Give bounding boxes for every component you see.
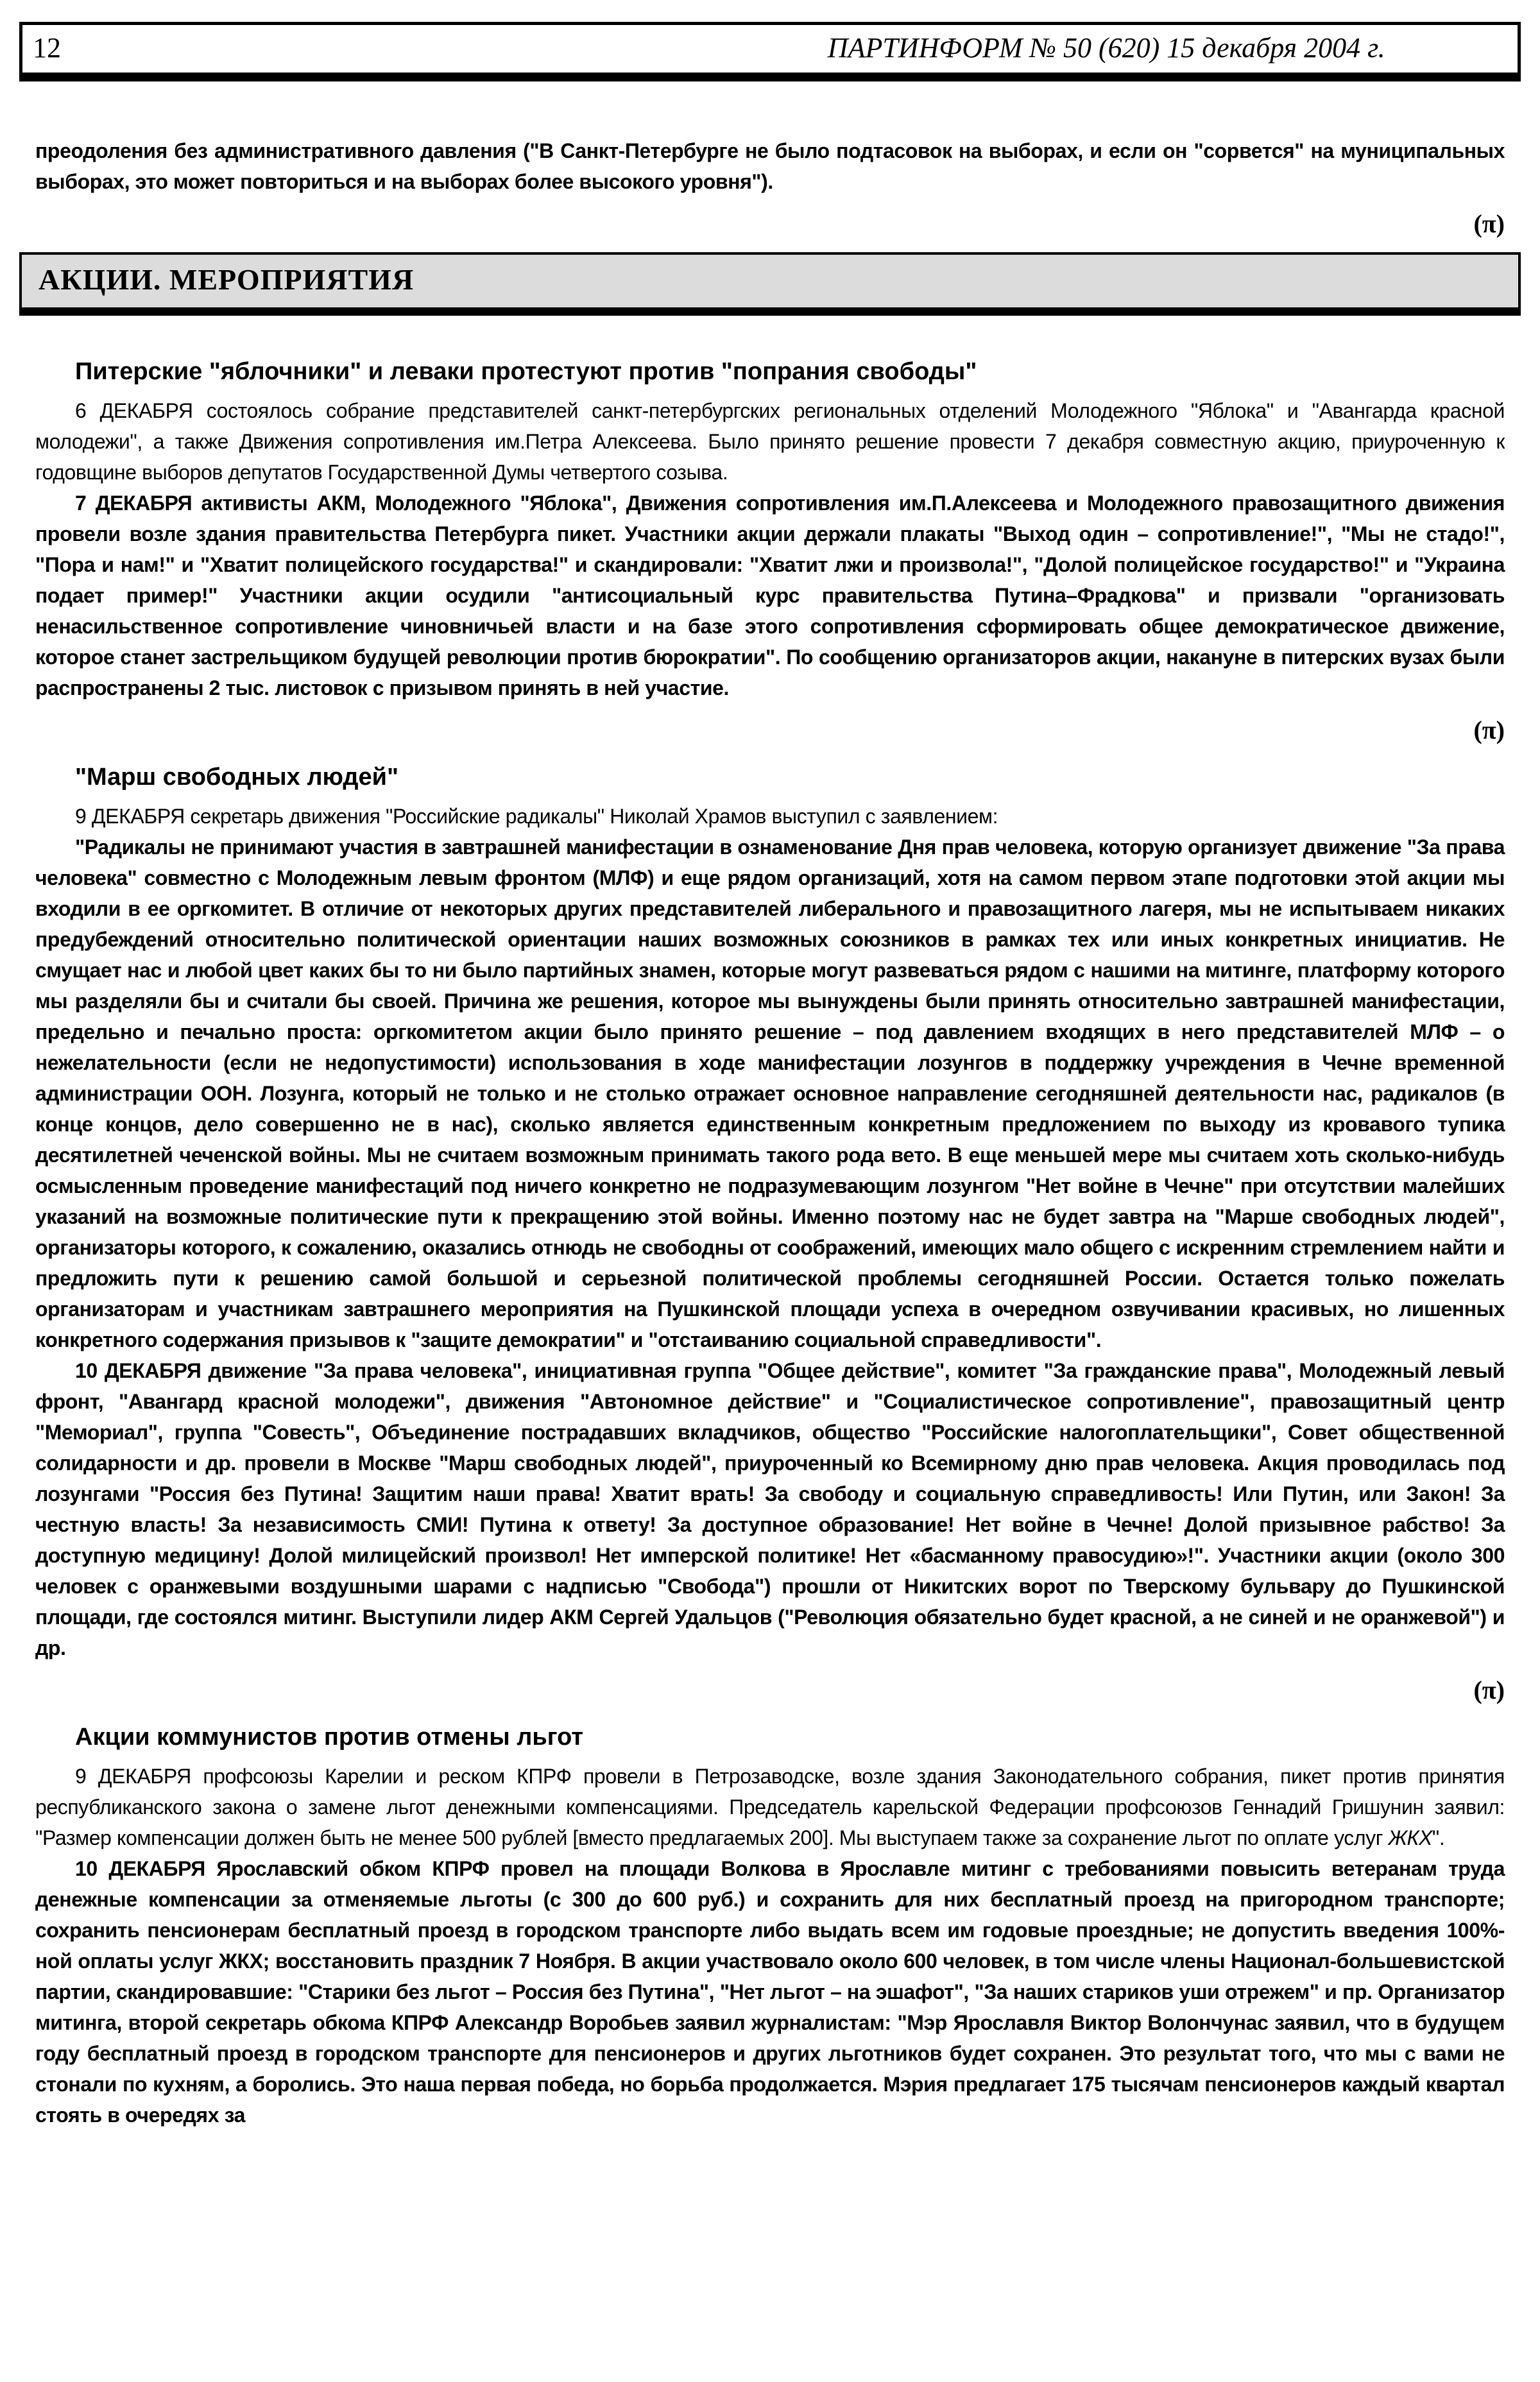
text-run: "Радикалы не принимают участия в завтрашней манифестации в ознаменование Дня прав человека, которую организует движение "За права человека" совместно с Молодежным левым фронтом (МЛФ) и еще рядом организаций, хотя на самом первом этапе подготовки этой акции мы входили в ее оргкомитет. В отличие от некоторых других представителей либерального и правозащитного лагеря, мы не испытываем никаких предубеждений относительно политической ориентации наших возможных союзников в рамках тех или иных конкретных инициатив. Не смущает нас и любой цвет каких бы то ни было партийных знамен, которые могут развеваться рядом с нашими на митинге, платформу которого мы разделяли бы и считали бы своей. Причина же решения, которое мы вынуждены были принять относительно завтрашней манифестации, предельно и печально проста: оргкомитетом акции было принято решение – под давлением входящих в него представителей МЛФ – о нежелательности (если не недопустимости) использования в ходе манифестации лозунгов в поддержку учреждения в Чечне временной администрации ООН. Лозунга, который не только и не столько отражает основное направление сегодняшней деятельности нас, радикалов (в конце концов, дело совершенно не в нас), сколько является единственным конкретным предложением по выходу из кровавого тупика десятилетней чеченской войны. Мы не считаем возможным принимать такого рода вето. В еще меньшей мере мы считаем хоть сколько-нибудь осмысленным проведение манифестаций под ничего конкретно не подразумевающим лозунгом "Нет войне в Чечне" при отсутствии малейших указаний на возможные политические пути к прекращению этой войны. Именно поэтому нас не будет завтра на "Марше свободных людей", организаторы которого, к сожалению, оказались отнюдь не свободны от соображений, имеющих мало общего с искренним стремлением найти и предложить пути к решению самой большой и серьезной политической проблемы сегодняшней России. Остается только пожелать организаторам и участникам завтрашнего мероприятия на Пушкинской площади успеха в очередном озвучивании красивых, но лишенных конкретного содержания призывов к "защите демократии" и "отстаиванию социальной справедливости". (35, 835, 1505, 1351)
masthead-title: ПАРТИНФОРМ № 50 (620) 15 декабря 2004 г. (827, 32, 1385, 64)
paragraph (35, 488, 1505, 703)
text-run: 10 ДЕКАБРЯ Ярославский обком КПРФ провел на площади Волкова в Ярославле митинг с требованиями повысить ветеранам труда денежные компенсации за отменяемые льготы (с 300 до 600 руб.) и сохранить для них бесплатный проезд на пригородном транспорте; сохранить пенсионерам бесплатный проезд в городском транспорте либо выдать всем им годовые проездные; не допустить введения 100%-ной оплаты услуг ЖКХ; восстановить праздник 7 Ноября. В акции участвовало около 600 человек, в том числе члены Национал-большевистской партии, скандировавшие: "Старики без льгот – Россия без Путина", "Нет льгот – на эшафот", "За наших стариков уши отрежем" и пр. Организатор митинга, второй секретарь обкома КПРФ Александр Воробьев заявил журналистам: "Мэр Ярославля Виктор Волончунас заявил, что в будущем году бесплатный проезд в городском транспорте для пенсионеров и других льготников будет сохранен. Это результат того, что мы с вами не стонали по кухням, а боролись. Это наша первая победа, но борьба продолжается. Мэрия предлагает 175 тысячам пенсионеров каждый квартал стоять в очередях за (35, 1857, 1505, 2127)
text-run: 9 ДЕКАБРЯ профсоюзы Карелии и реском КПРФ провели в Петрозаводске, возле здания Законодательного собрания, пикет против принятия республиканского закона о замене льгот денежными компенсациями. Председатель карельской Федерации профсоюзов Геннадий Гришунин заявил: "Размер компенсации должен быть не менее 500 рублей [вместо предлагаемых 200]. Мы выступаем также за сохранение льгот по оплате услуг (35, 1765, 1505, 1849)
paragraph (35, 801, 1505, 832)
page-number: 12 (33, 32, 61, 64)
paragraph (35, 135, 1505, 197)
page-header (19, 22, 1521, 81)
paragraph (35, 395, 1505, 488)
article-headline: Питерские "яблочники" и леваки протестуют против "попрания свободы" (75, 358, 977, 385)
item-end-mark: (π) (1473, 209, 1505, 238)
text-run: 6 ДЕКАБРЯ состоялось собрание представителей санкт-петербургских региональных отделений Молодежного "Яблока" и "Авангарда красной молодежи", а также Движения сопротивления им.Петра Алексеева. Было принято решение провести 7 декабря совместную акцию, приуроченную к годовщине выборов депутатов Государственной Думы четвертого созыва. (35, 399, 1505, 484)
section-header-box (19, 252, 1521, 316)
paragraph (35, 1355, 1505, 1663)
text-run: преодоления без административного давления ("В Санкт-Петербурге не было подтасовок на выборах, и если он "сорвется" на муниципальных выборах, это может повториться и на выборах более высокого уровня"). (35, 139, 1505, 193)
section-title: АКЦИИ. МЕРОПРИЯТИЯ (38, 263, 415, 296)
item-end-mark: (π) (1473, 715, 1505, 744)
paragraph (35, 832, 1505, 1355)
paragraph (35, 1853, 1505, 2130)
text-run: 9 ДЕКАБРЯ секретарь движения "Российские радикалы" Николай Храмов выступил с заявлением: (75, 805, 998, 828)
article-headline: "Марш свободных людей" (75, 764, 399, 791)
text-run: 10 ДЕКАБРЯ движение "За права человека", инициативная группа "Общее действие", комитет "За гражданские права", Молодежный левый фронт, "Авангард красной молодежи", движения "Автономное действие" и "Социалистическое сопротивление", правозащитный центр "Мемориал", группа "Совесть", Объединение пострадавших вкладчиков, общество "Российские налогоплательщики", Совет общественной солидарности и др. провели в Москве "Марш свободных людей", приуроченный ко Всемирному дню прав человека. Акция проводилась под лозунгами "Россия без Путина! Защитим наши права! Хватит врать! За свободу и социальную справедливость! Или Путин, или Закон! За честную власть! За независимость СМИ! Путина к ответу! За доступное образование! Нет войне в Чечне! Долой призывное рабство! За доступную медицину! Долой милицейский произвол! Нет имперской политике! Нет «басманному правосудию»!". Участники акции (около 300 человек с оранжевыми воздушными шарами с надписью "Свобода") прошли от Никитских ворот по Тверскому бульвару до Пушкинской площади, где состоялся митинг. Выступили лидер АКМ Сергей Удальцов ("Революция обязательно будет красной, а не синей и не оранжевой") и др. (35, 1359, 1505, 1659)
article-headline: Акции коммунистов против отмены льгот (75, 1724, 583, 1751)
paragraph (35, 1761, 1505, 1853)
text-run: ". (1432, 1826, 1445, 1849)
text-run: 7 ДЕКАБРЯ активисты АКМ, Молодежного "Яблока", Движения сопротивления им.П.Алексеева и Молодежного правозащитного движения провели возле здания правительства Петербурга пикет. Участники акции держали плакаты "Выход один – сопротивление!", "Мы не стадо!", "Пора и нам!" и "Хватит полицейского государства!" и скандировали: "Хватит лжи и произвола!", "Долой полицейское государство!" и "Украина подает пример!" Участники акции осудили "антисоциальный курс правительства Путина–Фрадкова" и призвали "организовать ненасильственное сопротивление чиновничьей власти и на базе этого сопротивления сформировать общее демократическое движение, которое станет застрельщиком будущей революции против бюрократии". По сообщению организаторов акции, накануне в питерских вузах были распространены 2 тыс. листовок с призывом принять в ней участие. (35, 492, 1505, 699)
item-end-mark: (π) (1473, 1675, 1505, 1704)
content (35, 81, 1505, 2130)
italic-run: ЖКХ (1388, 1826, 1432, 1849)
